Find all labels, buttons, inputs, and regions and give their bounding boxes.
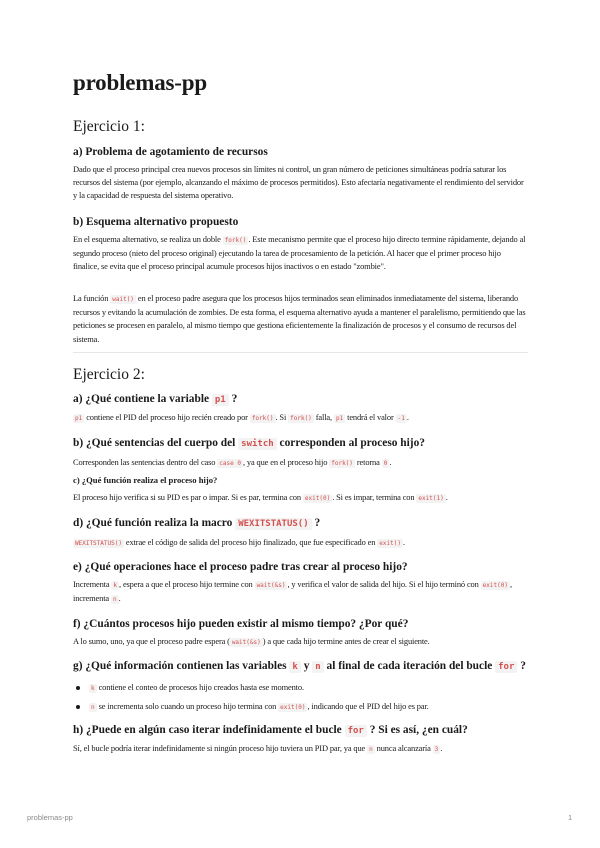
- paragraph-2f: A lo sumo, uno, ya que el proceso padre espera ( wait(&s) ) a que cada hijo termine antes de crear el siguiente.: [73, 636, 430, 646]
- list-2g: [73, 681, 528, 714]
- footer-page-number: 1: [568, 813, 573, 822]
- paragraph-2a: p1 contiene el PID del proceso hijo recién creado por fork() . Si fork() falla, p1 tendrá el valor -1 .: [75, 412, 409, 422]
- subsection-heading-1b: b) Esquema alternativo propuesto: [73, 216, 239, 228]
- inline-code: k: [289, 661, 300, 673]
- inline-code: switch: [238, 438, 277, 450]
- paragraph-2c: El proceso hijo verifica si su PID es par o impar. Si es par, termina con exit(0) . Si es impar, termina con exit(1) .: [73, 492, 448, 502]
- inline-code: fork(): [290, 415, 312, 422]
- subsection-heading-2e: e) ¿Qué operaciones hace el proceso padre tras crear al proceso hijo?: [73, 561, 408, 573]
- paragraph-1a: Dado que el proceso principal crea nuevos procesos sin límites ni control, un gran número de peticiones simultáneas podría saturar los recursos del sistema (por ejemplo, alcanzando el máximo de procesos permitidos). Esto afectaría negativamente el rendimiento del servidor y la capacidad de respuesta del sistema operativo.: [73, 164, 524, 201]
- footer-title: problemas-pp: [27, 813, 73, 822]
- paragraph-1b-2: La función wait() en el proceso padre asegura que los procesos hijos terminados sean eliminados inmediatamente del sistema, liberando recursos y evitando la acumulación de zombies. De esta forma, el esquema alternativo ayuda a mantener el paralelismo, permitiendo que las peticiones se procesen en paralelo, al mismo tiempo que gestiona eficientemente la finalización de procesos y el consumo de recursos del sistema.: [73, 293, 526, 344]
- document-title: problemas-pp: [73, 70, 207, 95]
- inline-code: fork(): [331, 460, 353, 467]
- bullet-icon: [76, 705, 80, 709]
- list-item: k contiene el conteo de procesos hijo creados hasta ese momento.: [73, 681, 528, 695]
- inline-code: wait(): [112, 296, 134, 303]
- inline-code: k: [113, 582, 118, 589]
- inline-code: exit(0): [482, 582, 508, 589]
- inline-code: p1: [335, 415, 344, 422]
- inline-code: fork(): [224, 237, 247, 244]
- inline-code: exit(0): [280, 704, 306, 712]
- inline-code: n: [312, 661, 323, 673]
- inline-code: wait(&s): [231, 639, 261, 646]
- section-heading-ejercicio-2: Ejercicio 2:: [73, 366, 145, 383]
- inline-code: WEXITSTATUS(): [235, 518, 311, 530]
- paragraph-1b-1: En el esquema alternativo, se realiza un doble fork() . Este mecanismo permite que el proceso hijo directo termine rápidamente, dejando al segundo proceso (nieto del proceso original) ejecutando la tarea de procesamiento de la petición. Al hacer que el primer proceso hijo finalice, se evita que el proceso principal acumule procesos hijos inactivos o en estado "zombie".: [73, 234, 526, 272]
- inline-code: 0: [383, 460, 388, 467]
- subsection-heading-2d: d) ¿Qué función realiza la macro WEXITSTATUS() ?: [73, 517, 321, 529]
- inline-code: exit(0): [304, 495, 331, 502]
- inline-code: n: [369, 746, 373, 753]
- subsection-heading-2a: a) ¿Qué contiene la variable p1 ?: [73, 393, 238, 405]
- inline-code: fork(): [251, 415, 274, 422]
- section-heading-ejercicio-1: Ejercicio 1:: [73, 118, 145, 135]
- paragraph-2d: WEXITSTATUS() extrae el código de salida del proceso hijo finalizado, que fue especificado en exit() .: [75, 537, 405, 547]
- inline-code: case 0: [219, 460, 241, 467]
- inline-code: for: [495, 661, 517, 673]
- inline-code: exit(1): [418, 495, 444, 502]
- inline-code: k: [91, 685, 95, 692]
- subsection-heading-2f: f) ¿Cuántos procesos hijo pueden existir al mismo tiempo? ¿Por qué?: [73, 618, 409, 630]
- subsection-heading-1a: a) Problema de agotamiento de recursos: [73, 146, 268, 158]
- subsection-heading-2b: b) ¿Qué sentencias del cuerpo del switch corresponden al proceso hijo?: [73, 437, 425, 449]
- inline-code: 3: [434, 746, 439, 753]
- subsection-heading-2g: g) ¿Qué información contienen las variables k y n al final de cada iteración del bucle for ?: [73, 660, 526, 672]
- inline-code: n: [91, 704, 95, 712]
- list-item: n se incrementa solo cuando un proceso hijo termina con exit(0) , indicando que el PID del hijo es par.: [73, 700, 528, 714]
- inline-code: exit(): [379, 540, 401, 547]
- subsection-heading-2h: h) ¿Puede en algún caso iterar indefinidamente el bucle for ? Si es así, ¿en cuál?: [73, 724, 468, 736]
- inline-code: p1: [75, 415, 83, 422]
- inline-code: WEXITSTATUS(): [75, 540, 122, 547]
- inline-code: wait(&s): [256, 582, 286, 589]
- bullet-icon: [76, 686, 80, 690]
- paragraph-2e: Incrementa k , espera a que el proceso hijo termine con wait(&s) , y verifica el valor de salida del hijo. Si el hijo terminó con exit(0) , incrementa n .: [73, 579, 512, 604]
- inline-code: n: [112, 596, 117, 604]
- subsection-heading-2c: c) ¿Qué función realiza el proceso hijo?: [73, 475, 218, 485]
- inline-code: -1: [397, 415, 405, 422]
- inline-code: p1: [212, 394, 229, 406]
- paragraph-2h: Sí, el bucle podría iterar indefinidamente si ningún proceso hijo tuviera un PID par, ya que n nunca alcanzaría 3 .: [73, 743, 443, 753]
- paragraph-2b: Corresponden las sentencias dentro del caso case 0 , ya que en el proceso hijo fork() retorna 0 .: [73, 457, 392, 467]
- section-divider: [73, 352, 528, 353]
- inline-code: for: [345, 725, 367, 737]
